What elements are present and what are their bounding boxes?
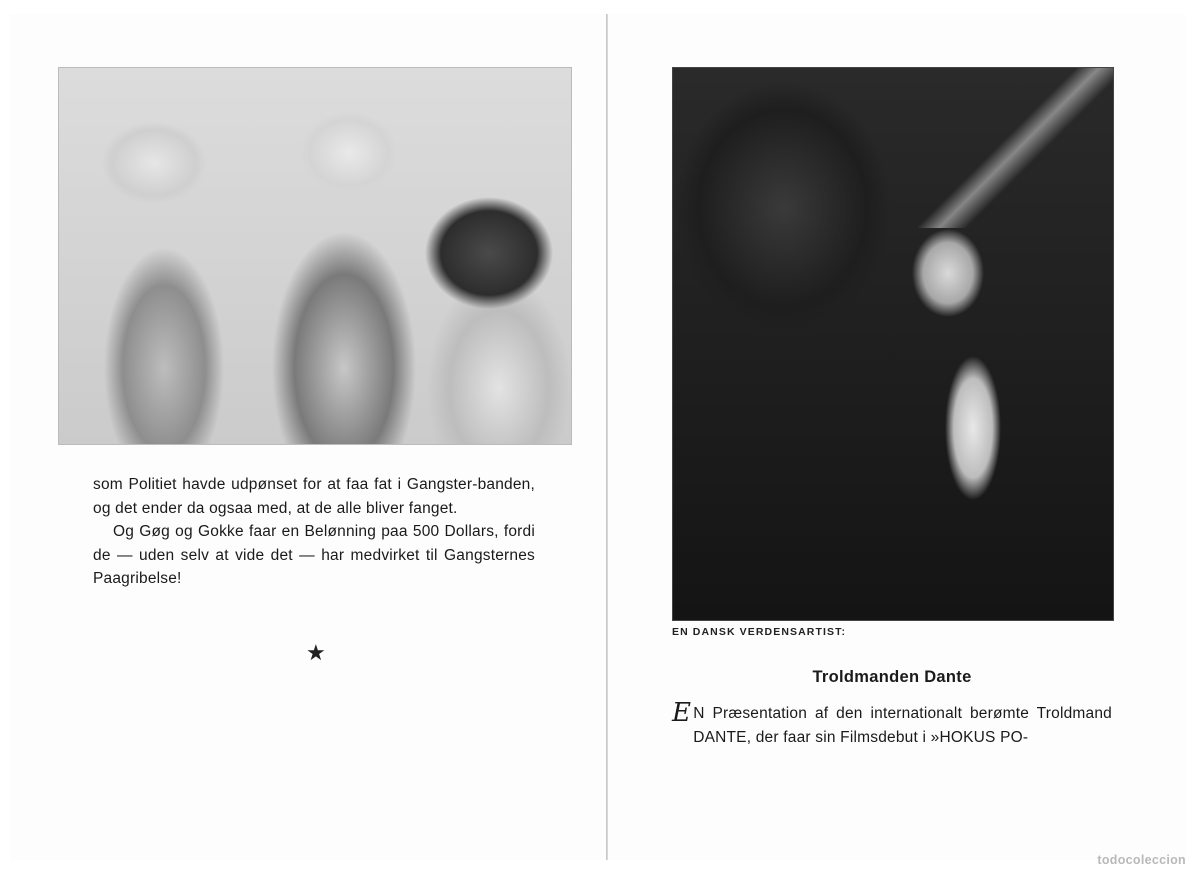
left-body-text (93, 473, 535, 591)
right-paragraph: N Præsentation af den internationalt berømte Troldmand DANTE, der faar sin Filmsdebut i »HOKUS PO- (693, 705, 1112, 746)
film-still-three-performers-photo (58, 67, 572, 445)
drop-cap: E (672, 698, 692, 728)
watermark-logo: todocoleccion (1097, 853, 1186, 867)
left-paragraph-2: Og Gøg og Gokke faar en Belønning paa 500 Dollars, fordi de — uden selv at vide det — har medvirket til Gangsternes Paagribelse! (93, 523, 535, 587)
left-page (10, 14, 607, 860)
left-paragraph-1: som Politiet havde udpønset for at faa fat i Gangster-banden, og det ender da ogsaa med, at de alle bliver fanget. (93, 476, 535, 517)
magician-dante-photo (672, 67, 1114, 621)
photo-caption: EN DANSK VERDENSARTIST: (672, 626, 847, 638)
section-heading: Troldmanden Dante (812, 668, 972, 686)
right-page (607, 14, 1186, 860)
right-body-text (672, 698, 1112, 749)
star-ornament-icon: ★ (306, 640, 326, 665)
